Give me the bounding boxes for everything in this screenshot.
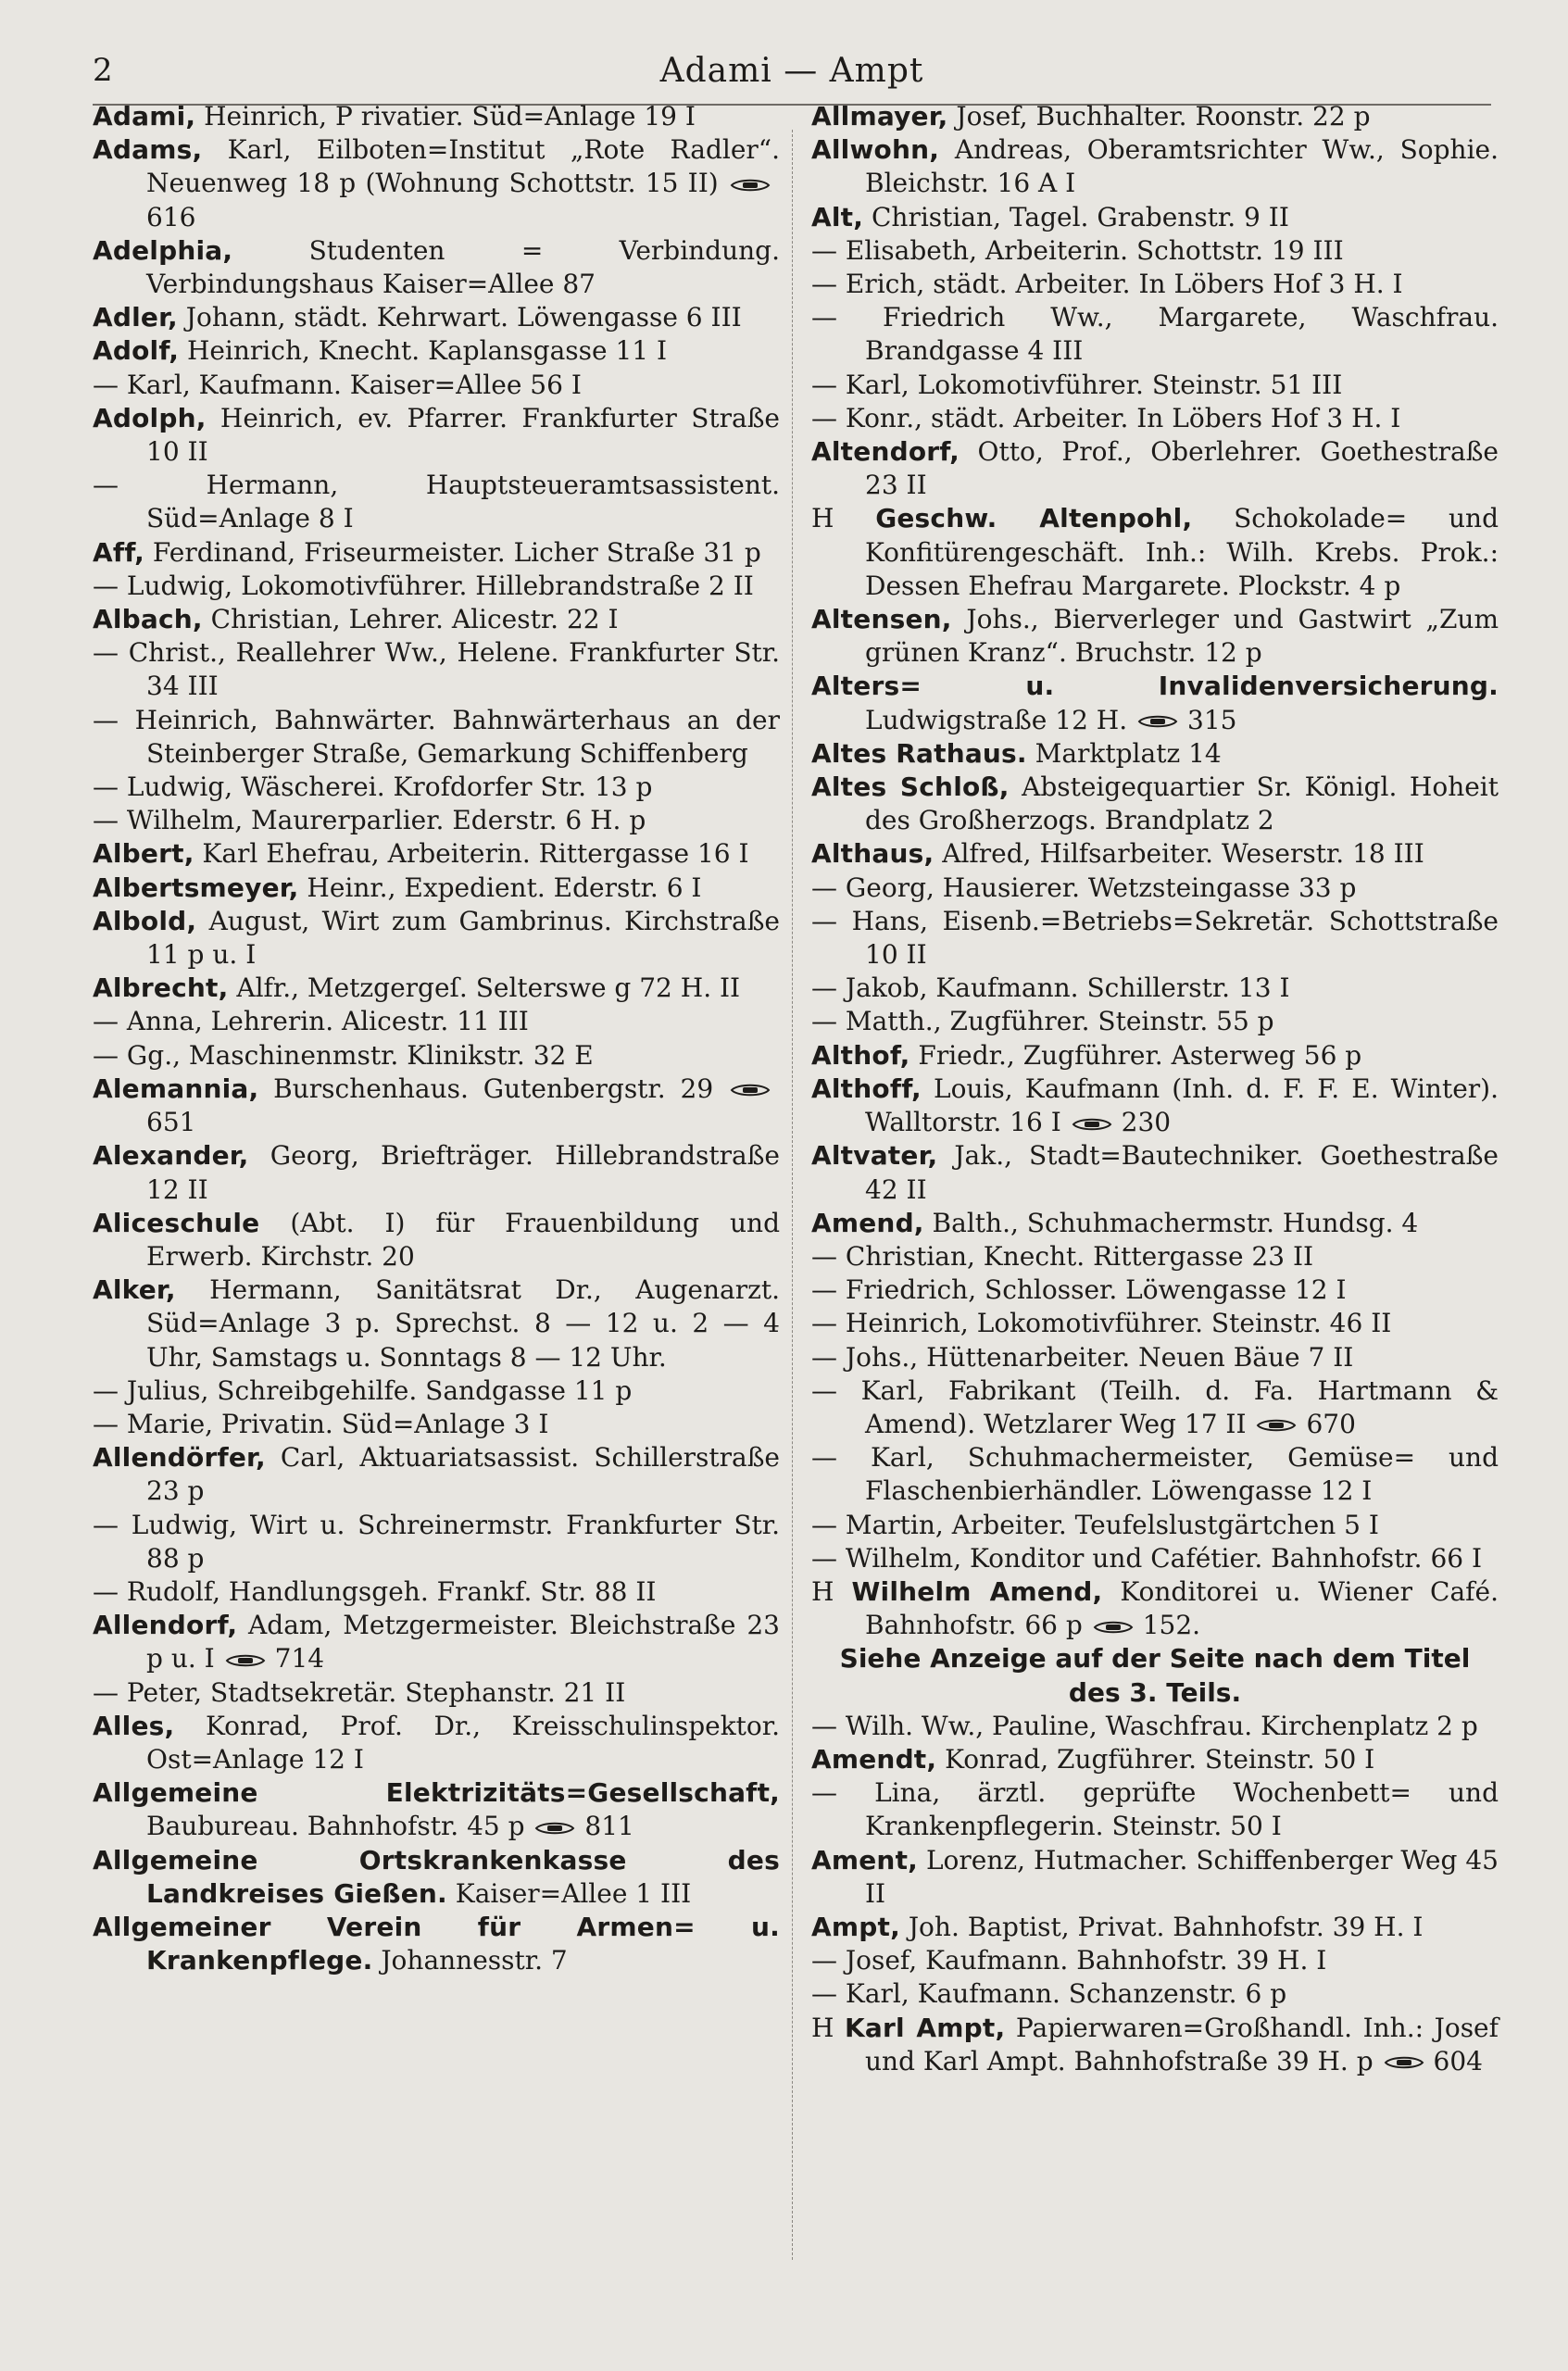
directory-entry <box>93 905 780 972</box>
directory-entry <box>811 872 1499 905</box>
entry-text: Hermann, Sanitätsrat Dr., Augenarzt. Süd=Anlage 3 p. Sprechst. 8 — 12 u. 2 — 4 Uhr, Samstags u. Sonntags 8 — 12 Uhr. <box>146 1274 780 1373</box>
entry-text: — Hans, Eisenb.=Betriebs=Sekretär. Schottstraße 10 II <box>811 905 1499 971</box>
directory-entry <box>93 1374 780 1408</box>
entry-text: Studenten = Verbindung. Verbindungshaus Kaiser=Allee 87 <box>146 234 780 300</box>
directory-entry <box>93 1139 780 1206</box>
directory-entry <box>93 1710 780 1776</box>
directory-entry <box>93 972 780 1005</box>
directory-entry <box>811 268 1499 301</box>
entry-headword: Karl Ampt, <box>845 2012 1006 2043</box>
directory-entry <box>811 1240 1499 1273</box>
entry-headword: Alles, <box>93 1710 175 1741</box>
entry-text: — Ludwig, Wirt u. Schreinermstr. Frankfurter Str. 88 p <box>93 1509 780 1574</box>
entry-text: — Martin, Arbeiter. Teufelslustgärtchen 5 I <box>811 1509 1379 1540</box>
phone-number: 811 <box>584 1811 634 1842</box>
directory-entry <box>811 201 1499 234</box>
directory-entry <box>811 1776 1499 1843</box>
directory-entry <box>811 1441 1499 1508</box>
phone-number: 714 <box>274 1643 325 1675</box>
directory-entry <box>811 1073 1499 1139</box>
directory-entry <box>811 670 1499 736</box>
entry-text: Andreas, Oberamtsrichter Ww., Sophie. Bleichstr. 16 A I <box>865 134 1499 199</box>
directory-entry <box>811 2012 1499 2078</box>
directory-entry <box>93 301 780 334</box>
directory-entry <box>811 972 1499 1005</box>
telephone-icon <box>1256 1418 1297 1433</box>
entry-text: — Erich, städt. Arbeiter. In Löbers Hof 3 H. I <box>811 269 1403 300</box>
entry-text: Karl, Eilboten=Institut „Rote Radler“. Neuenweg 18 p (Wohnung Schottstr. 15 II) <box>146 134 780 199</box>
entry-headword: Ament, <box>811 1844 918 1875</box>
entry-text: — Julius, Schreibgehilfe. Sandgasse 11 p <box>93 1374 633 1406</box>
directory-entry <box>93 334 780 368</box>
entry-text: — Marie, Privatin. Süd=Anlage 3 I <box>93 1408 549 1439</box>
telephone-icon <box>1093 1620 1134 1635</box>
directory-entry <box>93 636 780 703</box>
entry-headword: Aliceschule <box>93 1207 260 1238</box>
entry-text: — Georg, Hausierer. Wetzsteingasse 33 p <box>811 872 1357 903</box>
entry-headword: Altes Rathaus. <box>811 737 1027 769</box>
entry-headword: Albrecht, <box>93 972 229 1004</box>
entry-headword: Alker, <box>93 1274 176 1306</box>
entry-headword: Alt, <box>811 201 864 232</box>
entry-text: Carl, Aktuariatsassist. Schillerstraße 23 p <box>146 1442 780 1507</box>
entry-text: Konditorei u. Wiener Café. Bahnhofstr. 66 p <box>865 1575 1499 1641</box>
entry-text: Ludwigstraße 12 H. <box>865 704 1128 735</box>
entry-text: — Hermann, Hauptsteueramtsassistent. Süd=Anlage 8 I <box>93 470 780 534</box>
directory-entry <box>811 1307 1499 1340</box>
entry-text: — Elisabeth, Arbeiterin. Schottstr. 19 III <box>811 234 1344 266</box>
entry-text: Konrad, Zugführer. Steinstr. 50 I <box>936 1743 1375 1775</box>
directory-entry <box>811 369 1499 402</box>
telephone-icon <box>730 1083 771 1098</box>
right-column <box>811 100 1499 2078</box>
entry-text: Christian, Tagel. Grabenstr. 9 II <box>863 201 1289 232</box>
entry-text: Johannesstr. 7 <box>372 1945 568 1976</box>
directory-entry <box>811 1575 1499 1642</box>
entry-text: — Friedrich Ww., Margarete, Waschfrau. Brandgasse 4 III <box>811 302 1499 367</box>
phone-number: 315 <box>1187 704 1237 735</box>
entry-text: Josef, Buchhalter. Roonstr. 22 p <box>947 101 1371 132</box>
entry-text: — Wilh. Ww., Pauline, Waschfrau. Kirchenplatz 2 p <box>811 1710 1478 1741</box>
directory-entry <box>93 771 780 804</box>
directory-entry <box>811 502 1499 603</box>
directory-entry <box>811 905 1499 972</box>
entry-text: Johs., Bierverleger und Gastwirt „Zum grünen Kranz“. Bruchstr. 12 p <box>865 604 1499 669</box>
directory-entry <box>811 1509 1499 1542</box>
entry-headword: Allendorf, <box>93 1610 238 1641</box>
phone-number: 616 <box>146 201 196 232</box>
entry-headword: Wilhelm Amend, <box>851 1575 1103 1607</box>
entry-text: Balth., Schuhmachermstr. Hundsg. 4 <box>923 1207 1419 1238</box>
entry-headword: Albach, <box>93 604 203 635</box>
entry-headword: Albertsmeyer, <box>93 872 299 903</box>
running-title: Adami — Ampt <box>659 52 924 90</box>
entry-headword: Allendörfer, <box>93 1442 266 1474</box>
entry-headword: Altes Schloß, <box>811 772 1010 803</box>
entry-text: Schokolade= und Konfitürengeschäft. Inh.: Wilh. Krebs. Prok.: Dessen Ehefrau Margarete. Plockstr. 4 p <box>865 503 1499 601</box>
telephone-icon <box>1384 2055 1424 2070</box>
entry-text: — Heinrich, Bahnwärter. Bahnwärterhaus an der Steinberger Straße, Gemarkung Schiffenberg <box>93 704 780 769</box>
entry-text: Jak., Stadt=Bautechniker. Goethestraße 42 II <box>865 1140 1499 1205</box>
entry-text: — Rudolf, Handlungsgeh. Frankf. Str. 88 II <box>93 1575 657 1607</box>
directory-entry <box>93 570 780 603</box>
entry-text: Christian, Lehrer. Alicestr. 22 I <box>202 604 619 635</box>
page-number: 2 <box>93 52 113 89</box>
entry-text: — Christian, Knecht. Rittergasse 23 II <box>811 1240 1314 1272</box>
directory-entry <box>811 234 1499 268</box>
directory-entry <box>93 804 780 837</box>
entry-headword: Allmayer, <box>811 101 948 132</box>
directory-entry <box>811 737 1499 771</box>
entry-text: Otto, Prof., Oberlehrer. Goethestraße 23 II <box>865 436 1499 501</box>
entry-text: Karl Ehefrau, Arbeiterin. Rittergasse 16 I <box>194 838 749 870</box>
directory-entry <box>93 1408 780 1441</box>
entry-headword: Amend, <box>811 1207 924 1238</box>
directory-entry <box>93 1844 780 1911</box>
entry-headword: Althaus, <box>811 838 935 870</box>
entry-headword: Adami, <box>93 101 196 132</box>
entry-text: — Friedrich, Schlosser. Löwengasse 12 I <box>811 1274 1347 1306</box>
entry-text: Marktplatz 14 <box>1026 737 1222 769</box>
directory-entry <box>811 1743 1499 1776</box>
entry-headword: Geschw. Altenpohl, <box>875 503 1193 534</box>
entry-text: Joh. Baptist, Privat. Bahnhofstr. 39 H. I <box>899 1911 1424 1942</box>
directory-entry <box>811 1207 1499 1240</box>
entry-text: Louis, Kaufmann (Inh. d. F. F. E. Winter). Walltorstr. 16 I <box>865 1073 1499 1138</box>
entry-headword: Albold, <box>93 905 197 936</box>
entry-text: Heinrich, Knecht. Kaplansgasse 11 I <box>179 335 668 367</box>
page-header <box>93 48 1491 106</box>
directory-entry <box>811 1273 1499 1307</box>
directory-entry <box>93 133 780 234</box>
directory-entry <box>93 837 780 871</box>
entry-marker: H <box>811 1575 852 1607</box>
entry-text: — Jakob, Kaufmann. Schillerstr. 13 I <box>811 972 1290 1004</box>
telephone-icon <box>225 1653 266 1668</box>
entry-text: — Peter, Stadtsekretär. Stephanstr. 21 II <box>93 1676 626 1708</box>
directory-entry <box>93 100 780 133</box>
entry-headword: Allwohn, <box>811 134 940 166</box>
entry-marker: H <box>811 2012 845 2043</box>
entry-text: — Heinrich, Lokomotivführer. Steinstr. 46 II <box>811 1308 1392 1339</box>
directory-entry <box>811 1844 1499 1911</box>
entry-text: Lorenz, Hutmacher. Schiffenberger Weg 45 II <box>865 1844 1499 1909</box>
entry-headword: Altensen, <box>811 604 952 635</box>
directory-entry <box>811 1944 1499 1977</box>
directory-entry <box>93 872 780 905</box>
directory-entry <box>93 469 780 535</box>
entry-text: — Wilhelm, Konditor und Cafétier. Bahnhofstr. 66 I <box>811 1542 1483 1574</box>
directory-entry <box>811 435 1499 502</box>
entry-headword: Albert, <box>93 838 194 870</box>
directory-entry <box>93 1609 780 1675</box>
directory-entry <box>811 1911 1499 1944</box>
entry-text: August, Wirt zum Gambrinus. Kirchstraße 11 p u. I <box>146 905 780 971</box>
directory-entry <box>811 603 1499 670</box>
phone-number: 230 <box>1121 1107 1172 1138</box>
entry-headword: Adolf, <box>93 335 180 367</box>
entry-text: — Wilhelm, Maurerparlier. Ederstr. 6 H. p <box>93 805 646 836</box>
directory-entry <box>93 536 780 570</box>
left-column <box>93 100 780 1977</box>
directory-entry <box>93 234 780 301</box>
directory-entry <box>811 1977 1499 2011</box>
entry-headword: Amendt, <box>811 1743 937 1775</box>
directory-entry <box>811 1005 1499 1038</box>
entry-text: Heinrich, P rivatier. Süd=Anlage 19 I <box>195 101 696 132</box>
telephone-icon <box>1137 714 1178 729</box>
directory-entry <box>811 1341 1499 1374</box>
entry-headword: Alexander, <box>93 1140 249 1172</box>
entry-text: — Gg., Maschinenmstr. Klinikstr. 32 E <box>93 1039 594 1071</box>
directory-entry <box>93 1676 780 1710</box>
entry-text: — Konr., städt. Arbeiter. In Löbers Hof 3 H. I <box>811 402 1401 433</box>
entry-headword: Altendorf, <box>811 436 960 468</box>
telephone-icon <box>1072 1117 1112 1132</box>
directory-entry <box>811 1374 1499 1441</box>
entry-text: Ferdinand, Friseurmeister. Licher Straße 31 p <box>144 536 761 568</box>
entry-text: Papierwaren=Großhandl. Inh.: Josef und Karl Ampt. Bahnhofstraße 39 H. p <box>865 2012 1499 2076</box>
entry-headword: Adelphia, <box>93 234 233 266</box>
directory-entry <box>811 1710 1499 1743</box>
directory-entry <box>93 1073 780 1139</box>
entry-text: Burschenhaus. Gutenbergstr. 29 <box>258 1073 714 1104</box>
directory-entry <box>93 1776 780 1843</box>
directory-entry <box>811 1039 1499 1073</box>
directory-entry <box>811 837 1499 871</box>
entry-headword: Althof, <box>811 1039 910 1071</box>
directory-entry <box>93 1273 780 1374</box>
entry-text: — Matth., Zugführer. Steinstr. 55 p <box>811 1006 1274 1037</box>
entry-marker: H <box>811 503 876 534</box>
phone-number: 604 <box>1433 2045 1483 2076</box>
entry-headword: Adams, <box>93 134 203 166</box>
entry-text: — Josef, Kaufmann. Bahnhofstr. 39 H. I <box>811 1945 1327 1976</box>
directory-entry <box>811 1542 1499 1575</box>
directory-entry <box>93 603 780 636</box>
directory-entry <box>811 402 1499 435</box>
advertisement-note: Siehe Anzeige auf der Seite nach dem Titel des 3. Teils. <box>839 1643 1471 1708</box>
entry-text: — Karl, Kaufmann. Kaiser=Allee 56 I <box>93 369 582 400</box>
entry-text: — Johs., Hüttenarbeiter. Neuen Bäue 7 II <box>811 1341 1354 1373</box>
entry-text: (Abt. I) für Frauenbildung und Erwerb. Kirchstr. 20 <box>146 1207 780 1272</box>
entry-headword: Adler, <box>93 302 178 333</box>
entry-text: — Christ., Reallehrer Ww., Helene. Frankfurter Str. 34 III <box>93 637 780 702</box>
directory-entry <box>93 402 780 469</box>
entry-text: — Karl, Schuhmachermeister, Gemüse= und Flaschenbierhändler. Löwengasse 12 I <box>811 1442 1499 1507</box>
entry-text: Alfred, Hilfsarbeiter. Weserstr. 18 III <box>934 838 1424 870</box>
directory-entry <box>93 369 780 402</box>
entry-text: — Karl, Fabrikant (Teilh. d. Fa. Hartmann & Amend). Wetzlarer Weg 17 II <box>811 1374 1499 1439</box>
directory-entry <box>93 1441 780 1508</box>
directory-entry <box>811 100 1499 133</box>
entry-text: Friedr., Zugführer. Asterweg 56 p <box>909 1039 1362 1071</box>
phone-number: 651 <box>146 1107 196 1138</box>
entry-text: Alfr., Metzgergeſ. Selterswe g 72 H. II <box>228 972 741 1004</box>
entry-text: Baubureau. Bahnhofstr. 45 p <box>146 1811 525 1842</box>
entry-text: Johann, städt. Kehrwart. Löwengasse 6 III <box>177 302 742 333</box>
column-divider <box>792 130 794 2260</box>
entry-text: — Karl, Kaufmann. Schanzenstr. 6 p <box>811 1978 1287 2010</box>
entry-text: — Anna, Lehrerin. Alicestr. 11 III <box>93 1006 529 1037</box>
entry-headword: Aff, <box>93 536 144 568</box>
entry-text: Heinr., Expedient. Ederstr. 6 I <box>298 872 702 903</box>
entry-text: Adam, Metzgermeister. Bleichstraße 23 p u. I <box>146 1610 780 1675</box>
phone-number: 152. <box>1142 1610 1201 1641</box>
entry-text: — Karl, Lokomotivführer. Steinstr. 51 III <box>811 369 1343 400</box>
directory-entry <box>811 301 1499 368</box>
telephone-icon <box>534 1821 575 1836</box>
directory-entry <box>93 1911 780 1977</box>
entry-headword: Alemannia, <box>93 1073 259 1104</box>
entry-text: Georg, Briefträger. Hillebrandstraße 12 II <box>146 1140 780 1205</box>
directory-entry <box>811 771 1499 837</box>
entry-headword: Altvater, <box>811 1140 938 1172</box>
directory-entry <box>93 1207 780 1273</box>
entry-headword: Adolph, <box>93 402 207 433</box>
directory-entry <box>811 133 1499 200</box>
directory-entry <box>93 1005 780 1038</box>
phone-number: 670 <box>1306 1408 1356 1439</box>
entry-headword: Althoff, <box>811 1073 922 1104</box>
entry-headword: Ampt, <box>811 1911 900 1942</box>
entry-text: — Ludwig, Lokomotivführer. Hillebrandstraße 2 II <box>93 570 754 601</box>
entry-headword: Allgemeiner Verein für Armen= u. Krankenpflege. <box>93 1911 780 1976</box>
entry-headword: Allgemeine Elektrizitäts=Gesellschaft, <box>93 1777 780 1809</box>
directory-entry <box>811 1139 1499 1206</box>
entry-text: Kaiser=Allee 1 III <box>446 1877 692 1909</box>
entry-text: Absteigequartier Sr. Königl. Hoheit des Großherzogs. Brandplatz 2 <box>865 772 1499 836</box>
entry-text: Heinrich, ev. Pfarrer. Frankfurter Straße 10 II <box>146 402 780 468</box>
directory-entry <box>93 1039 780 1073</box>
directory-entry <box>93 1575 780 1609</box>
entry-text: — Lina, ärztl. geprüfte Wochenbett= und Krankenpflegerin. Steinstr. 50 I <box>811 1777 1499 1842</box>
entry-headword: Allgemeine Ortskrankenkasse des Landkreises Gießen. <box>93 1844 780 1909</box>
entry-text: — Ludwig, Wäscherei. Krofdorfer Str. 13 p <box>93 772 653 803</box>
directory-entry <box>93 704 780 771</box>
entry-text: Konrad, Prof. Dr., Kreisschulinspektor. Ost=Anlage 12 I <box>146 1710 780 1775</box>
telephone-icon <box>730 178 771 193</box>
entry-headword: Alters= u. Invalidenversicherung. <box>811 671 1499 702</box>
directory-entry <box>93 1509 780 1575</box>
